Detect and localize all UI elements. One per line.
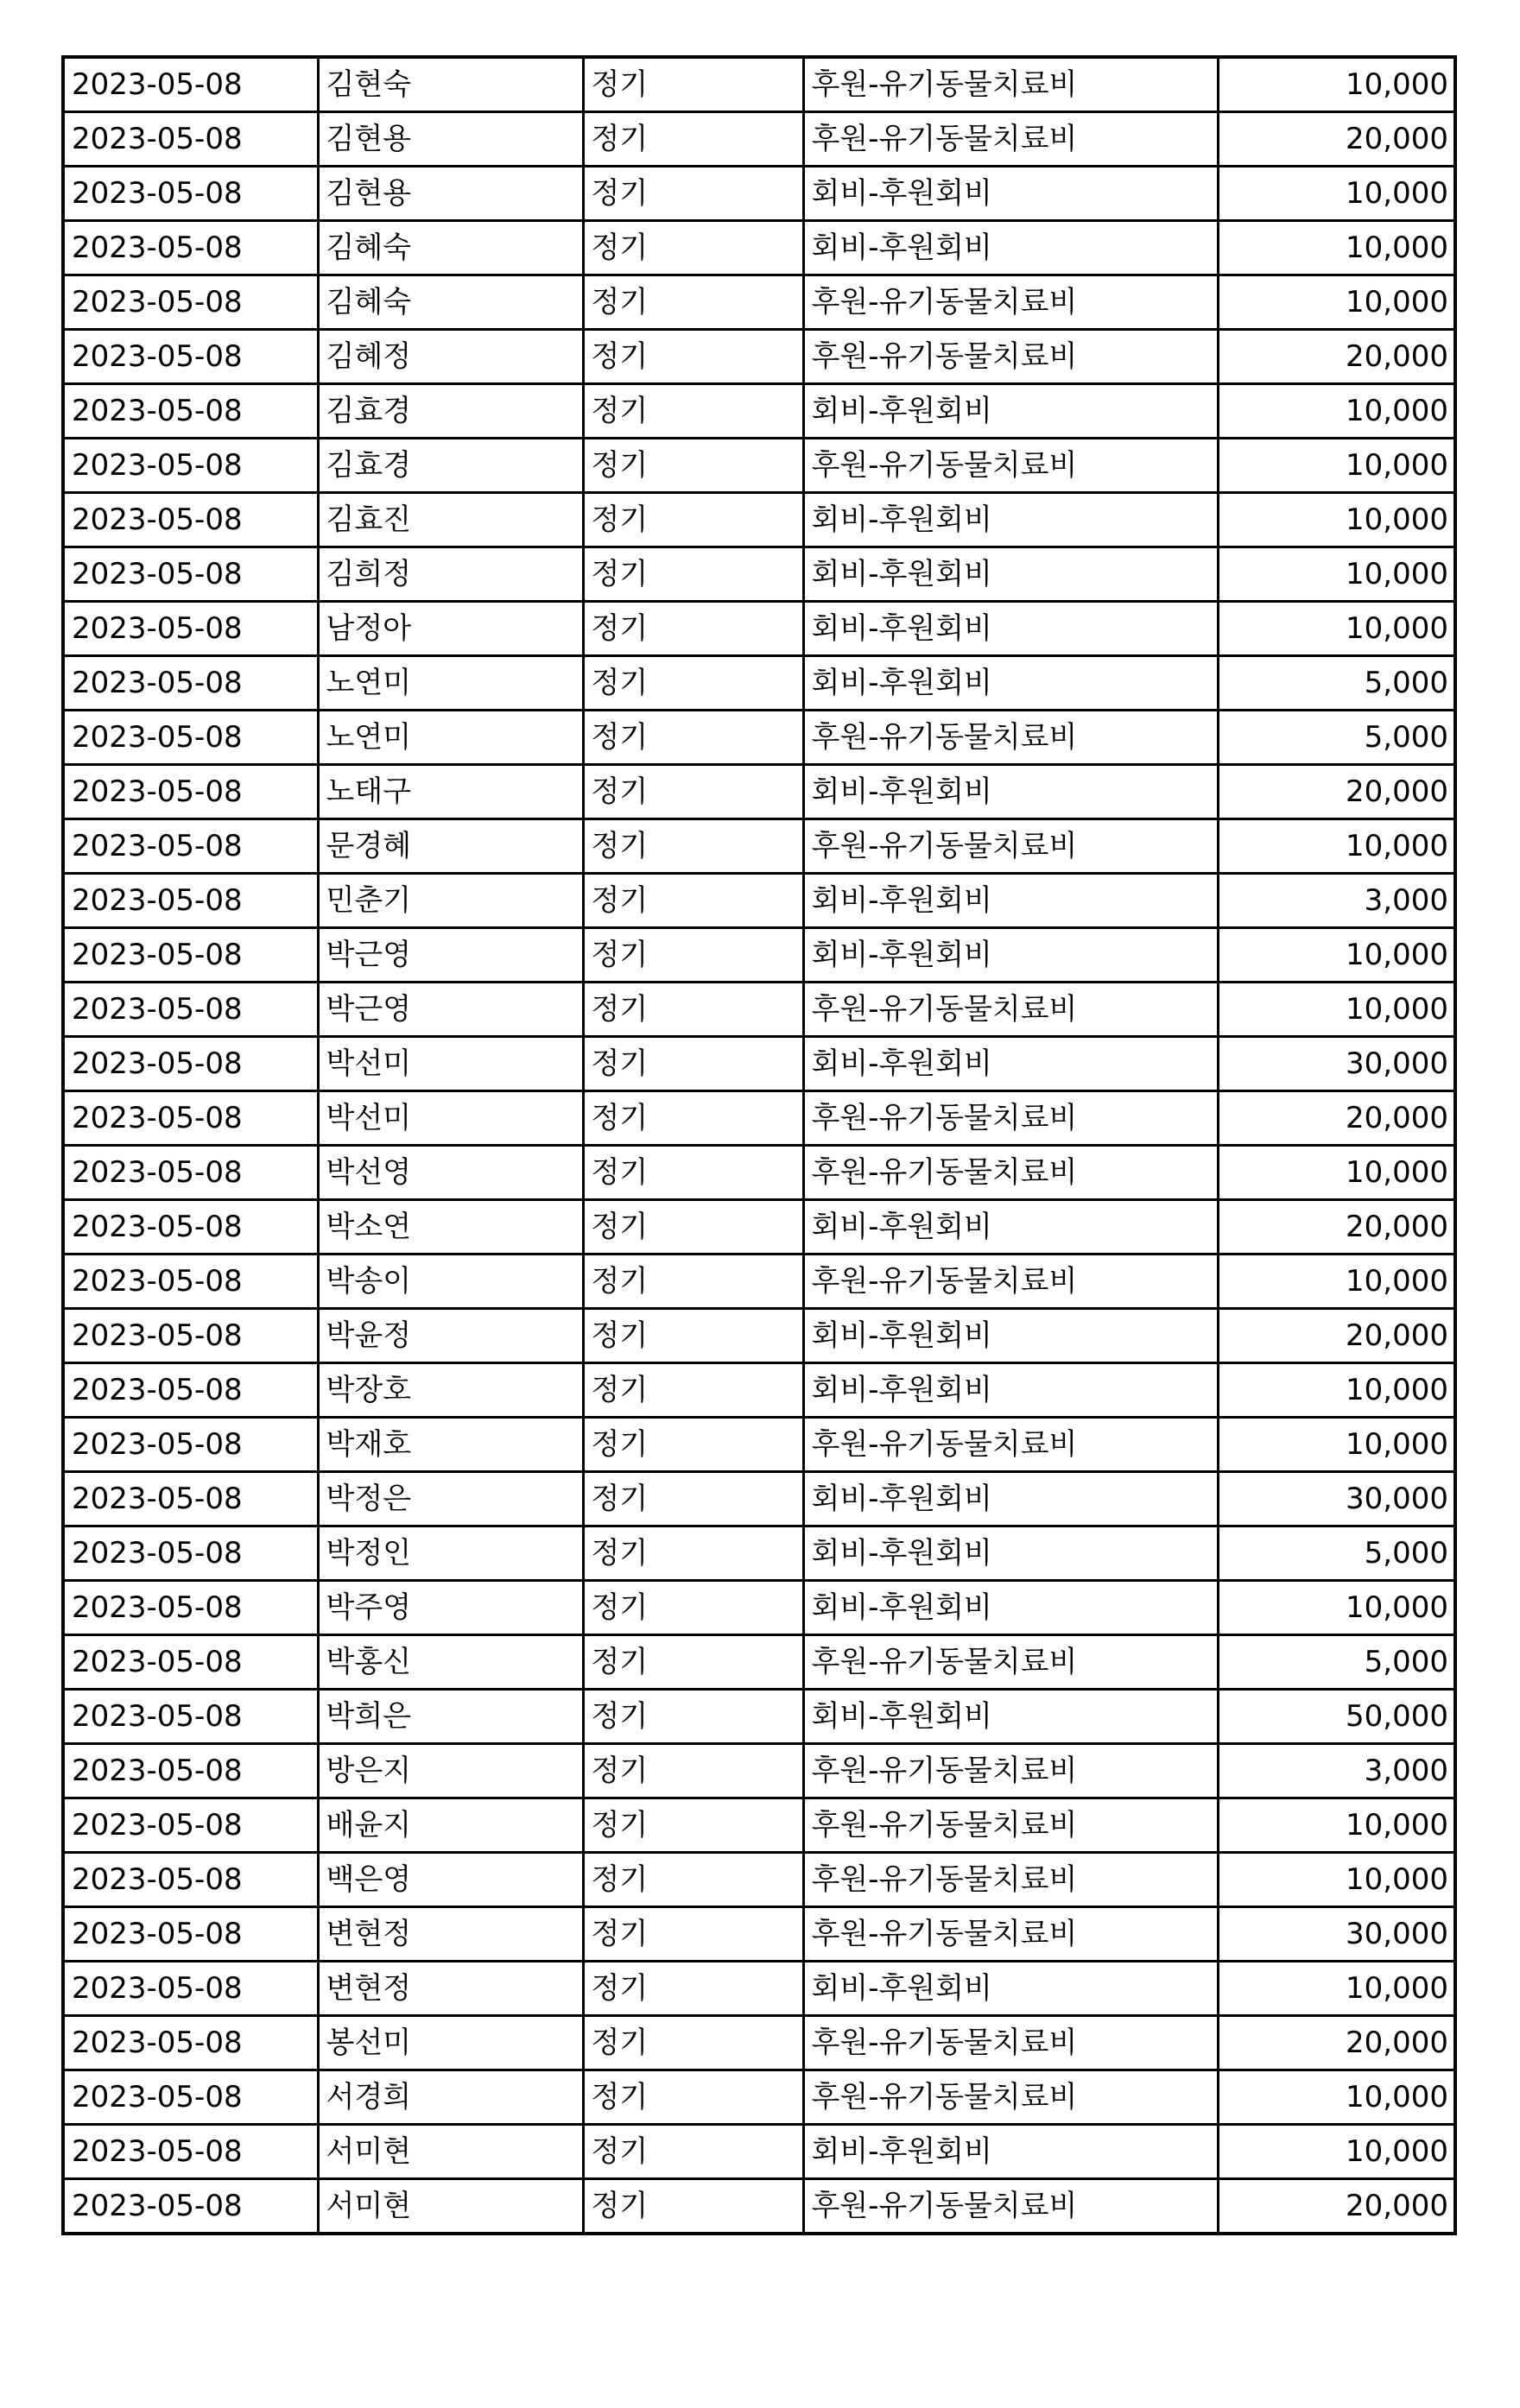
category-cell: 후원-유기동물치료비 — [803, 1255, 1218, 1309]
amount-cell: 20,000 — [1218, 2016, 1455, 2070]
type-cell: 정기 — [583, 602, 803, 656]
amount-cell: 20,000 — [1218, 1200, 1455, 1255]
type-cell: 정기 — [583, 1907, 803, 1962]
amount-cell: 30,000 — [1218, 1907, 1455, 1962]
amount-cell: 3,000 — [1218, 1744, 1455, 1798]
table-row — [63, 1037, 1455, 1091]
name-cell: 노연미 — [318, 656, 583, 711]
table-row — [63, 221, 1455, 275]
category-cell: 후원-유기동물치료비 — [803, 1744, 1218, 1798]
name-cell: 박정인 — [318, 1526, 583, 1581]
type-cell: 정기 — [583, 1962, 803, 2016]
date-cell: 2023-05-08 — [63, 1526, 318, 1581]
date-cell: 2023-05-08 — [63, 384, 318, 439]
date-cell: 2023-05-08 — [63, 547, 318, 602]
table-row — [63, 1581, 1455, 1635]
category-cell: 후원-유기동물치료비 — [803, 275, 1218, 330]
category-cell: 회비-후원회비 — [803, 1363, 1218, 1418]
table-row — [63, 1200, 1455, 1255]
category-cell: 회비-후원회비 — [803, 874, 1218, 928]
date-cell: 2023-05-08 — [63, 874, 318, 928]
date-cell: 2023-05-08 — [63, 1200, 318, 1255]
date-cell: 2023-05-08 — [63, 1037, 318, 1091]
amount-cell: 20,000 — [1218, 2179, 1455, 2234]
category-cell: 후원-유기동물치료비 — [803, 983, 1218, 1037]
category-cell: 회비-후원회비 — [803, 1037, 1218, 1091]
amount-cell: 20,000 — [1218, 112, 1455, 167]
table-row — [63, 1091, 1455, 1146]
name-cell: 박희은 — [318, 1690, 583, 1744]
amount-cell: 10,000 — [1218, 493, 1455, 547]
category-cell: 후원-유기동물치료비 — [803, 1146, 1218, 1200]
date-cell: 2023-05-08 — [63, 2125, 318, 2179]
date-cell: 2023-05-08 — [63, 1744, 318, 1798]
table-row — [63, 2070, 1455, 2125]
name-cell: 김현용 — [318, 112, 583, 167]
amount-cell: 10,000 — [1218, 1798, 1455, 1853]
type-cell: 정기 — [583, 2070, 803, 2125]
amount-cell: 10,000 — [1218, 384, 1455, 439]
date-cell: 2023-05-08 — [63, 167, 318, 221]
type-cell: 정기 — [583, 112, 803, 167]
type-cell: 정기 — [583, 656, 803, 711]
table-row — [63, 493, 1455, 547]
date-cell: 2023-05-08 — [63, 656, 318, 711]
type-cell: 정기 — [583, 439, 803, 493]
amount-cell: 10,000 — [1218, 547, 1455, 602]
amount-cell: 10,000 — [1218, 1581, 1455, 1635]
date-cell: 2023-05-08 — [63, 1363, 318, 1418]
date-cell: 2023-05-08 — [63, 1091, 318, 1146]
date-cell: 2023-05-08 — [63, 275, 318, 330]
amount-cell: 30,000 — [1218, 1472, 1455, 1526]
amount-cell: 10,000 — [1218, 1255, 1455, 1309]
type-cell: 정기 — [583, 384, 803, 439]
amount-cell: 10,000 — [1218, 221, 1455, 275]
amount-cell: 20,000 — [1218, 765, 1455, 819]
date-cell: 2023-05-08 — [63, 765, 318, 819]
category-cell: 회비-후원회비 — [803, 602, 1218, 656]
date-cell: 2023-05-08 — [63, 1418, 318, 1472]
name-cell: 변현정 — [318, 1962, 583, 2016]
type-cell: 정기 — [583, 819, 803, 874]
type-cell: 정기 — [583, 983, 803, 1037]
date-cell: 2023-05-08 — [63, 330, 318, 384]
table-row — [63, 330, 1455, 384]
date-cell: 2023-05-08 — [63, 1255, 318, 1309]
table-row — [63, 439, 1455, 493]
name-cell: 박윤정 — [318, 1309, 583, 1363]
name-cell: 박근영 — [318, 983, 583, 1037]
name-cell: 박소연 — [318, 1200, 583, 1255]
table-row — [63, 928, 1455, 983]
type-cell: 정기 — [583, 1309, 803, 1363]
table-row — [63, 547, 1455, 602]
name-cell: 배윤지 — [318, 1798, 583, 1853]
type-cell: 정기 — [583, 874, 803, 928]
category-cell: 후원-유기동물치료비 — [803, 1907, 1218, 1962]
date-cell: 2023-05-08 — [63, 493, 318, 547]
amount-cell: 10,000 — [1218, 1146, 1455, 1200]
category-cell: 회비-후원회비 — [803, 1526, 1218, 1581]
date-cell: 2023-05-08 — [63, 1798, 318, 1853]
date-cell: 2023-05-08 — [63, 1635, 318, 1690]
type-cell: 정기 — [583, 2179, 803, 2234]
amount-cell: 5,000 — [1218, 656, 1455, 711]
date-cell: 2023-05-08 — [63, 819, 318, 874]
table-row — [63, 1798, 1455, 1853]
category-cell: 후원-유기동물치료비 — [803, 2070, 1218, 2125]
type-cell: 정기 — [583, 928, 803, 983]
type-cell: 정기 — [583, 711, 803, 765]
date-cell: 2023-05-08 — [63, 439, 318, 493]
date-cell: 2023-05-08 — [63, 1907, 318, 1962]
name-cell: 박재호 — [318, 1418, 583, 1472]
type-cell: 정기 — [583, 330, 803, 384]
type-cell: 정기 — [583, 1255, 803, 1309]
name-cell: 노연미 — [318, 711, 583, 765]
category-cell: 회비-후원회비 — [803, 167, 1218, 221]
table-row — [63, 1309, 1455, 1363]
name-cell: 서미현 — [318, 2179, 583, 2234]
table-row — [63, 656, 1455, 711]
category-cell: 후원-유기동물치료비 — [803, 819, 1218, 874]
amount-cell: 20,000 — [1218, 1309, 1455, 1363]
category-cell: 회비-후원회비 — [803, 1309, 1218, 1363]
type-cell: 정기 — [583, 275, 803, 330]
name-cell: 백은영 — [318, 1853, 583, 1907]
date-cell: 2023-05-08 — [63, 1309, 318, 1363]
category-cell: 후원-유기동물치료비 — [803, 112, 1218, 167]
type-cell: 정기 — [583, 2016, 803, 2070]
category-cell: 후원-유기동물치료비 — [803, 1853, 1218, 1907]
category-cell: 회비-후원회비 — [803, 1472, 1218, 1526]
table-row — [63, 711, 1455, 765]
type-cell: 정기 — [583, 1853, 803, 1907]
table-row — [63, 2125, 1455, 2179]
name-cell: 김효경 — [318, 384, 583, 439]
type-cell: 정기 — [583, 1635, 803, 1690]
type-cell: 정기 — [583, 57, 803, 112]
amount-cell: 20,000 — [1218, 1091, 1455, 1146]
amount-cell: 10,000 — [1218, 439, 1455, 493]
table-row — [63, 167, 1455, 221]
type-cell: 정기 — [583, 1200, 803, 1255]
type-cell: 정기 — [583, 1581, 803, 1635]
name-cell: 김혜숙 — [318, 275, 583, 330]
category-cell: 회비-후원회비 — [803, 928, 1218, 983]
table-row — [63, 1962, 1455, 2016]
amount-cell: 10,000 — [1218, 167, 1455, 221]
name-cell: 박선미 — [318, 1091, 583, 1146]
amount-cell: 10,000 — [1218, 1853, 1455, 1907]
amount-cell: 10,000 — [1218, 2125, 1455, 2179]
table-row — [63, 1690, 1455, 1744]
amount-cell: 10,000 — [1218, 1363, 1455, 1418]
date-cell: 2023-05-08 — [63, 1690, 318, 1744]
name-cell: 김효진 — [318, 493, 583, 547]
category-cell: 회비-후원회비 — [803, 656, 1218, 711]
table-row — [63, 1418, 1455, 1472]
amount-cell: 5,000 — [1218, 1635, 1455, 1690]
name-cell: 김혜숙 — [318, 221, 583, 275]
category-cell: 후원-유기동물치료비 — [803, 330, 1218, 384]
date-cell: 2023-05-08 — [63, 1581, 318, 1635]
type-cell: 정기 — [583, 167, 803, 221]
type-cell: 정기 — [583, 1146, 803, 1200]
date-cell: 2023-05-08 — [63, 2070, 318, 2125]
name-cell: 박선영 — [318, 1146, 583, 1200]
table-row — [63, 57, 1455, 112]
type-cell: 정기 — [583, 1690, 803, 1744]
date-cell: 2023-05-08 — [63, 112, 318, 167]
table-row — [63, 1853, 1455, 1907]
amount-cell: 10,000 — [1218, 1418, 1455, 1472]
category-cell: 회비-후원회비 — [803, 1690, 1218, 1744]
amount-cell: 5,000 — [1218, 1526, 1455, 1581]
donation-ledger-table — [61, 55, 1457, 2235]
name-cell: 김혜정 — [318, 330, 583, 384]
name-cell: 노태구 — [318, 765, 583, 819]
name-cell: 문경혜 — [318, 819, 583, 874]
type-cell: 정기 — [583, 547, 803, 602]
type-cell: 정기 — [583, 1363, 803, 1418]
amount-cell: 10,000 — [1218, 1962, 1455, 2016]
category-cell: 회비-후원회비 — [803, 221, 1218, 275]
table-row — [63, 819, 1455, 874]
category-cell: 회비-후원회비 — [803, 2125, 1218, 2179]
amount-cell: 30,000 — [1218, 1037, 1455, 1091]
type-cell: 정기 — [583, 2125, 803, 2179]
category-cell: 회비-후원회비 — [803, 547, 1218, 602]
name-cell: 박주영 — [318, 1581, 583, 1635]
category-cell: 후원-유기동물치료비 — [803, 1635, 1218, 1690]
amount-cell: 10,000 — [1218, 983, 1455, 1037]
table-row — [63, 1907, 1455, 1962]
name-cell: 김희정 — [318, 547, 583, 602]
table-row — [63, 765, 1455, 819]
name-cell: 김현숙 — [318, 57, 583, 112]
name-cell: 방은지 — [318, 1744, 583, 1798]
category-cell: 후원-유기동물치료비 — [803, 2179, 1218, 2234]
date-cell: 2023-05-08 — [63, 602, 318, 656]
table-row — [63, 1255, 1455, 1309]
name-cell: 박홍신 — [318, 1635, 583, 1690]
name-cell: 박송이 — [318, 1255, 583, 1309]
table-row — [63, 1526, 1455, 1581]
date-cell: 2023-05-08 — [63, 1472, 318, 1526]
table-row — [63, 874, 1455, 928]
table-row — [63, 384, 1455, 439]
category-cell: 회비-후원회비 — [803, 1200, 1218, 1255]
category-cell: 회비-후원회비 — [803, 1962, 1218, 2016]
type-cell: 정기 — [583, 1798, 803, 1853]
type-cell: 정기 — [583, 1526, 803, 1581]
date-cell: 2023-05-08 — [63, 928, 318, 983]
date-cell: 2023-05-08 — [63, 711, 318, 765]
amount-cell: 10,000 — [1218, 57, 1455, 112]
table-row — [63, 983, 1455, 1037]
amount-cell: 10,000 — [1218, 602, 1455, 656]
type-cell: 정기 — [583, 493, 803, 547]
amount-cell: 50,000 — [1218, 1690, 1455, 1744]
category-cell: 회비-후원회비 — [803, 384, 1218, 439]
date-cell: 2023-05-08 — [63, 2179, 318, 2234]
date-cell: 2023-05-08 — [63, 57, 318, 112]
amount-cell: 10,000 — [1218, 275, 1455, 330]
name-cell: 남정아 — [318, 602, 583, 656]
amount-cell: 3,000 — [1218, 874, 1455, 928]
table-row — [63, 112, 1455, 167]
table-row — [63, 2016, 1455, 2070]
type-cell: 정기 — [583, 1418, 803, 1472]
category-cell: 회비-후원회비 — [803, 765, 1218, 819]
name-cell: 박정은 — [318, 1472, 583, 1526]
name-cell: 서경희 — [318, 2070, 583, 2125]
category-cell: 후원-유기동물치료비 — [803, 1091, 1218, 1146]
name-cell: 민춘기 — [318, 874, 583, 928]
ledger-body — [63, 57, 1455, 2234]
category-cell: 회비-후원회비 — [803, 1581, 1218, 1635]
date-cell: 2023-05-08 — [63, 1853, 318, 1907]
type-cell: 정기 — [583, 1744, 803, 1798]
type-cell: 정기 — [583, 1037, 803, 1091]
category-cell: 후원-유기동물치료비 — [803, 57, 1218, 112]
name-cell: 박선미 — [318, 1037, 583, 1091]
amount-cell: 10,000 — [1218, 2070, 1455, 2125]
date-cell: 2023-05-08 — [63, 983, 318, 1037]
date-cell: 2023-05-08 — [63, 1146, 318, 1200]
amount-cell: 10,000 — [1218, 928, 1455, 983]
category-cell: 회비-후원회비 — [803, 493, 1218, 547]
table-row — [63, 1744, 1455, 1798]
name-cell: 김효경 — [318, 439, 583, 493]
amount-cell: 5,000 — [1218, 711, 1455, 765]
amount-cell: 10,000 — [1218, 819, 1455, 874]
type-cell: 정기 — [583, 1472, 803, 1526]
category-cell: 후원-유기동물치료비 — [803, 439, 1218, 493]
table-row — [63, 2179, 1455, 2234]
name-cell: 박장호 — [318, 1363, 583, 1418]
table-row — [63, 1146, 1455, 1200]
category-cell: 후원-유기동물치료비 — [803, 711, 1218, 765]
name-cell: 서미현 — [318, 2125, 583, 2179]
type-cell: 정기 — [583, 1091, 803, 1146]
table-row — [63, 1472, 1455, 1526]
table-row — [63, 1363, 1455, 1418]
name-cell: 변현정 — [318, 1907, 583, 1962]
category-cell: 후원-유기동물치료비 — [803, 1418, 1218, 1472]
table-row — [63, 275, 1455, 330]
type-cell: 정기 — [583, 765, 803, 819]
date-cell: 2023-05-08 — [63, 221, 318, 275]
table-row — [63, 602, 1455, 656]
date-cell: 2023-05-08 — [63, 1962, 318, 2016]
category-cell: 후원-유기동물치료비 — [803, 2016, 1218, 2070]
date-cell: 2023-05-08 — [63, 2016, 318, 2070]
name-cell: 봉선미 — [318, 2016, 583, 2070]
category-cell: 후원-유기동물치료비 — [803, 1798, 1218, 1853]
type-cell: 정기 — [583, 221, 803, 275]
amount-cell: 20,000 — [1218, 330, 1455, 384]
name-cell: 김현용 — [318, 167, 583, 221]
table-row — [63, 1635, 1455, 1690]
name-cell: 박근영 — [318, 928, 583, 983]
